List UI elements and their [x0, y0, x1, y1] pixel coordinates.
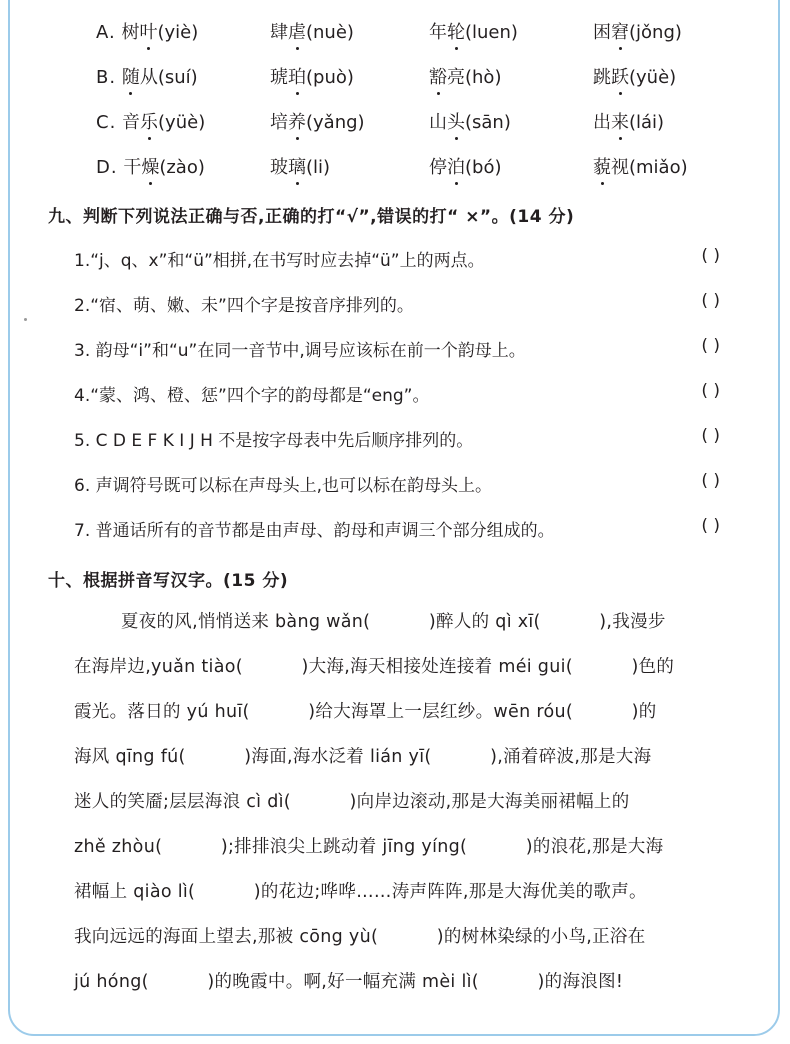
option-word [593, 153, 688, 179]
judge-statement: 3. 韵母“i”和“u”在同一音节中,调号应该标在前一个韵母上。 [74, 341, 526, 361]
dotted-char: 跃 [611, 63, 629, 89]
judge-item [74, 336, 730, 366]
option-word [593, 63, 676, 89]
word-char: 培 [270, 112, 288, 133]
pinyin: (può) [306, 67, 354, 88]
pinyin: (yiè) [157, 22, 199, 43]
option-word [593, 108, 664, 134]
pinyin: (miǎo) [629, 157, 688, 178]
word-char: 出 [593, 112, 611, 133]
word-char: 琥 [270, 67, 288, 88]
dotted-char: 藐 [593, 153, 611, 179]
word-char: 音 [122, 112, 141, 133]
pinyin: (yǎng) [306, 112, 365, 133]
dotted-char: 叶 [139, 18, 157, 44]
dotted-char: 璃 [288, 153, 306, 179]
judge-item [74, 516, 730, 546]
dotted-char: 轮 [447, 18, 465, 44]
word-char: 树 [121, 22, 140, 43]
answer-parentheses[interactable]: ( ) [701, 291, 720, 311]
option-word [429, 153, 501, 179]
judge-statement: 6. 声调符号既可以标在声母头上,也可以标在韵母头上。 [74, 476, 493, 496]
answer-parentheses[interactable]: ( ) [701, 336, 720, 356]
dotted-char: 养 [288, 108, 306, 134]
pinyin: (luen) [465, 22, 518, 43]
dotted-char: 来 [611, 108, 629, 134]
pinyin: (li) [306, 157, 331, 178]
answer-parentheses[interactable]: ( ) [701, 471, 720, 491]
option-word [96, 108, 205, 134]
pinyin: (yüè) [158, 112, 206, 133]
passage-line: 霞光。落日的 yú huī( )给大海罩上一层红纱。wēn róu( )的 [74, 702, 657, 722]
dotted-char: 珀 [288, 63, 306, 89]
option-word [96, 63, 198, 89]
passage-line: 夏夜的风,悄悄送来 bàng wǎn( )醉人的 qì xī( ),我漫步 [74, 612, 666, 632]
passage-line: jú hóng( )的晚霞中。啊,好一幅充满 mèi lì( )的海浪图! [74, 972, 624, 992]
pinyin: (yüè) [629, 67, 677, 88]
option-word [270, 18, 354, 44]
option-word [270, 108, 365, 134]
answer-parentheses[interactable]: ( ) [701, 516, 720, 536]
option-label: C. [96, 112, 117, 133]
answer-parentheses[interactable]: ( ) [701, 381, 720, 401]
section9-heading: 九、判断下列说法正确与否,正确的打“√”,错误的打“ ×”。(14 分) [48, 207, 575, 227]
dotted-char: 头 [447, 108, 465, 134]
pinyin: (bó) [465, 157, 502, 178]
judge-statement: 7. 普通话所有的音节都是由声母、韵母和声调三个部分组成的。 [74, 521, 555, 541]
word-char: 从 [139, 67, 158, 88]
answer-parentheses[interactable]: ( ) [701, 426, 720, 446]
pinyin: (hò) [465, 67, 502, 88]
word-char: 干 [123, 157, 142, 178]
passage-line: 裙幅上 qiào lì( )的花边;哗哗……涛声阵阵,那是大海优美的歌声。 [74, 882, 647, 902]
judge-statement: 1.“j、q、x”和“ü”相拼,在书写时应去掉“ü”上的两点。 [74, 251, 485, 271]
word-char: 困 [593, 22, 611, 43]
pinyin: (sān) [465, 112, 511, 133]
pinyin: (zào) [159, 157, 205, 178]
word-char: 亮 [447, 67, 465, 88]
dotted-char: 豁 [429, 63, 447, 89]
dotted-char: 乐 [140, 108, 158, 134]
option-label: D. [96, 157, 118, 178]
option-word [429, 108, 511, 134]
judge-item [74, 426, 730, 456]
word-char: 跳 [593, 67, 611, 88]
judge-item [74, 291, 730, 321]
option-label: A. [96, 22, 116, 43]
option-word [96, 18, 198, 44]
dotted-char: 燥 [141, 153, 159, 179]
dotted-char: 虐 [288, 18, 306, 44]
option-word [96, 153, 205, 179]
option-label: B. [96, 67, 117, 88]
scan-speck [24, 318, 27, 321]
pinyin: (lái) [629, 112, 665, 133]
option-word [270, 63, 354, 89]
option-word [270, 153, 330, 179]
word-char: 视 [611, 157, 629, 178]
section10-heading: 十、根据拼音写汉字。(15 分) [48, 571, 289, 591]
dotted-char: 泊 [447, 153, 465, 179]
word-char: 停 [429, 157, 447, 178]
judge-item [74, 471, 730, 501]
word-char: 玻 [270, 157, 288, 178]
judge-statement: 2.“宿、萌、嫩、未”四个字是按音序排列的。 [74, 296, 414, 316]
pinyin: (jǒng) [629, 22, 682, 43]
pinyin: (nuè) [306, 22, 354, 43]
judge-item [74, 246, 730, 276]
dotted-char: 随 [122, 63, 140, 89]
passage-line: zhě zhòu( );排排浪尖上跳动着 jīng yíng( )的浪花,那是大海 [74, 837, 664, 857]
option-word [429, 18, 518, 44]
pinyin: (suí) [157, 67, 198, 88]
judge-statement: 5. C D E F K I J H 不是按字母表中先后顺序排列的。 [74, 431, 474, 451]
word-char: 肆 [270, 22, 288, 43]
word-char: 年 [429, 22, 447, 43]
passage-line: 我向远远的海面上望去,那被 cōng yù( )的树林染绿的小鸟,正浴在 [74, 927, 646, 947]
word-char: 山 [429, 112, 447, 133]
passage-line: 海风 qīng fú( )海面,海水泛着 lián yī( ),涌着碎波,那是大海 [74, 747, 652, 767]
option-word [429, 63, 501, 89]
judge-statement: 4.“蒙、鸿、橙、惩”四个字的韵母都是“eng”。 [74, 386, 430, 406]
dotted-char: 窘 [611, 18, 629, 44]
answer-parentheses[interactable]: ( ) [701, 246, 720, 266]
judge-item [74, 381, 730, 411]
passage-line: 在海岸边,yuǎn tiào( )大海,海天相接处连接着 méi gui( )色的 [74, 657, 675, 677]
option-word [593, 18, 682, 44]
passage-line: 迷人的笑靥;层层海浪 cì dì( )向岸边滚动,那是大海美丽裙幅上的 [74, 792, 630, 812]
